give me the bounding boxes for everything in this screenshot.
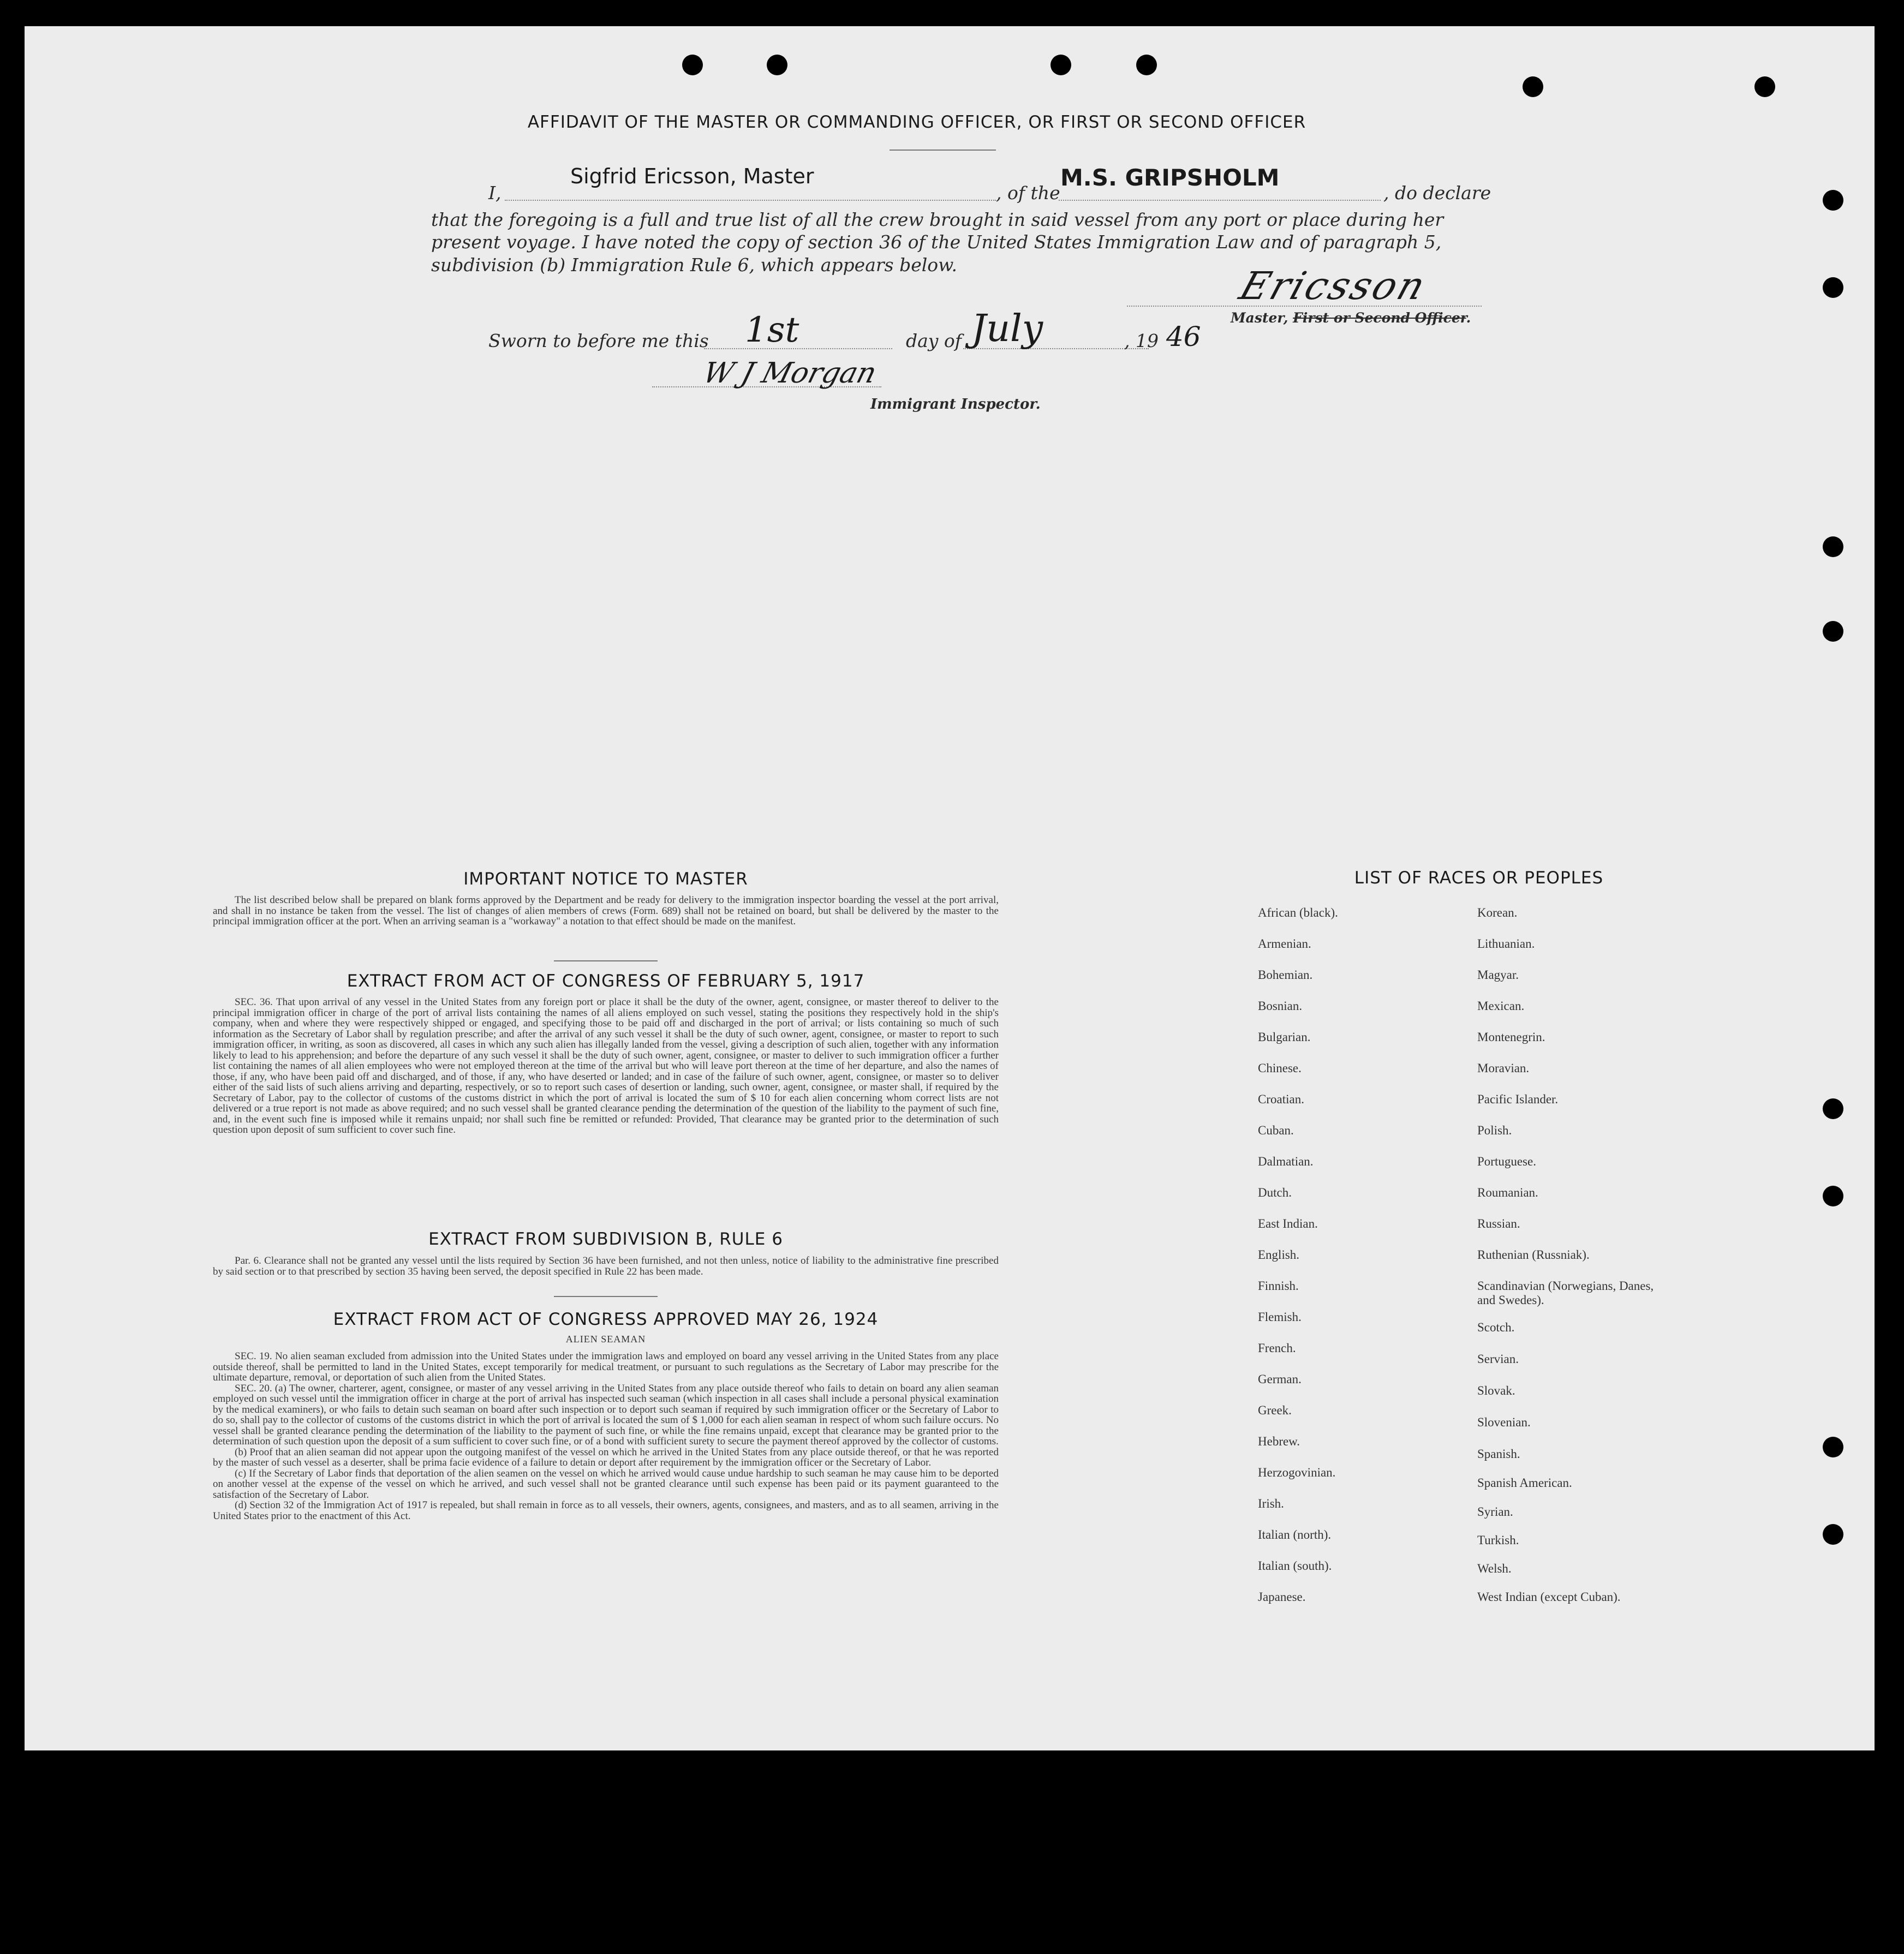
master-name-line [505,200,996,201]
punch-hole [1754,76,1775,97]
master-name-value: Sigfrid Ericsson, Master [570,164,814,188]
do-declare-label: , do declare [1383,182,1491,204]
race-item: Cuban. [1258,1124,1294,1137]
race-item: Moravian. [1477,1061,1530,1075]
punch-hole [1823,1437,1843,1457]
extract-1917-title: EXTRACT FROM ACT OF CONGRESS OF FEBRUARY 5, 1917 [347,971,865,991]
extract-rule6-title: EXTRACT FROM SUBDIVISION B, RULE 6 [428,1229,783,1249]
race-item: Mexican. [1477,999,1525,1013]
extract-1924-para: (d) Section 32 of the Immigration Act of 1917 is repealed, but shall remain in force as to all vessels, their owners, agents, consignees, and masters, and as to all seamen, arriving in the United States prior to the enactment of this Act. [213,1499,999,1522]
notice-text: The list described below shall be prepared on blank forms approved by the Department and be ready for delivery to the immigration inspector boarding the vessel at the port arrival, and shall in no instance be taken from the vessel. The list of changes of alien members of crews (Form. 689) shall not be retained on board, but shall be delivered by the master to the principal immigration officer at the port. When an arriving seaman is a "workaway" a notation to that effect should be made on the manifest. [213,894,999,927]
race-item: Hebrew. [1258,1435,1300,1448]
extract-1924-subtitle: ALIEN SEAMAN [565,1334,646,1345]
extract-1924-body [213,1351,999,1640]
sworn-month-value: July [971,307,1043,350]
race-item: Spanish. [1477,1447,1520,1461]
vessel-name-value: M.S. GRIPSHOLM [1060,164,1280,191]
race-item: Ruthenian (Russniak). [1477,1248,1590,1262]
sworn-day-value: 1st [745,310,799,350]
vessel-line [1059,200,1381,201]
declaration-line-1: that the foregoing is a full and true list of all the crew brought in said vessel from any port or place during her [431,209,1444,230]
race-item: Polish. [1477,1124,1512,1137]
race-item: French. [1258,1341,1296,1355]
race-item: Croatian. [1258,1092,1304,1106]
signer-role-prefix: Master, [1231,310,1293,326]
race-item: Turkish. [1477,1533,1519,1547]
race-item: Herzogovinian. [1258,1466,1336,1479]
race-item: Bulgarian. [1258,1030,1311,1044]
race-item: Italian (south). [1258,1559,1332,1573]
race-item: Finnish. [1258,1279,1299,1293]
race-item: Irish. [1258,1497,1284,1510]
rule6-rule [554,1296,658,1297]
punch-hole [1823,1098,1843,1119]
year-suffix: 46 [1166,321,1201,352]
signer-role-suffix: . [1466,310,1471,326]
punch-hole [1823,1524,1843,1545]
sworn-label: Sworn to before me this [488,330,709,351]
race-item: Syrian. [1477,1505,1513,1519]
race-item: Japanese. [1258,1590,1306,1604]
race-item: Armenian. [1258,937,1311,951]
race-item: Italian (north). [1258,1528,1332,1541]
punch-hole [1823,277,1843,298]
year-prefix: , 19 [1124,330,1159,351]
race-item: Montenegrin. [1477,1030,1545,1044]
extract-1924-para: SEC. 19. No alien seaman excluded from admission into the United States under the immigration laws and employed on board any vessel arriving in the United States from any place outside thereof, shall be permitted to land in the United States, except temporarily for medical treatment, or pursuant to such regulations as the Secretary of Labor may prescribe for the ultimate departure, removal, or deportation of such alien from the United States. [213,1351,999,1383]
extract-1924-title: EXTRACT FROM ACT OF CONGRESS APPROVED MAY 26, 1924 [333,1310,879,1329]
race-item: Scandinavian (Norwegians, Danes, and Swedes). [1477,1279,1654,1307]
race-item: Chinese. [1258,1061,1302,1075]
punch-hole [682,55,703,75]
inspector-label: Immigrant Inspector. [870,396,1041,413]
i-label: I, [488,182,502,204]
race-item: Dutch. [1258,1186,1292,1199]
race-item: Bosnian. [1258,999,1303,1013]
master-signature: Ericsson [1234,264,1433,308]
document-page [25,26,1875,1750]
declaration-line-2: present voyage. I have noted the copy of section 36 of the United States Immigration Law and of paragraph 5, [431,231,1442,253]
extract-1924-para: SEC. 20. (a) The owner, charterer, agent, consignee, or master of any vessel arriving in the United States from any place outside thereof who fails to detain on board any alien seaman employed on such vessel until the immigration officer in charge at the port of arrival has inspected such seaman (which inspection in all cases shall include a personal physical examination by the medical examiners), or who fails to detain such seaman on board after such inspection or to deport such seaman if required by such immigration officer or the Secretary of Labor to do so, shall pay to the collector of customs of the customs district in which the port of arrival is located the sum of $ 1,000 for each alien seaman in respect of whom such failure occurs. No vessel shall be granted clearance pending the determination of the liability to the payment of such fine, or while the fine remains unpaid, except that clearance may be granted prior to the determination of such question upon the deposit of a sum sufficient to cover such fine, or of a bond with sufficient surety to secure the payment thereof approved by the collector of customs. [213,1382,999,1447]
punch-hole [1823,1186,1843,1206]
race-item: Russian. [1477,1217,1520,1230]
race-item: Korean. [1477,906,1518,919]
race-item: Greek. [1258,1403,1292,1417]
punch-hole [1823,536,1843,557]
punch-hole [1823,190,1843,211]
race-item: Roumanian. [1477,1186,1538,1199]
race-item: Slovenian. [1477,1415,1531,1429]
extract-1917-body [213,997,999,1210]
race-item: African (black). [1258,906,1338,919]
race-item: English. [1258,1248,1300,1262]
race-item: German. [1258,1372,1302,1386]
race-item: Pacific Islander. [1477,1092,1559,1106]
race-item: Welsh. [1477,1562,1512,1575]
punch-hole [1136,55,1157,75]
punch-hole [1523,76,1543,97]
race-item: Scotch. [1477,1320,1515,1334]
extract-1924-para: (c) If the Secretary of Labor finds that deportation of the alien seamen on the vessel on which he arrived would cause undue hardship to such seaman he may cause him to be deported on another vessel at the expense of the vessel on which he arrived, and such vessel shall not be granted clearance until such expense has been paid or its payment guaranteed to the satisfaction of the Secretary of Labor. [213,1467,999,1501]
race-item: Lithuanian. [1477,937,1535,951]
of-the-label: , of the [996,182,1060,204]
punch-hole [1823,621,1843,642]
race-item: Servian. [1477,1352,1519,1366]
affidavit-title: AFFIDAVIT OF THE MASTER OR COMMANDING OFFICER, OR FIRST OR SECOND OFFICER [527,112,1306,132]
day-of-label: day of [906,330,962,351]
signer-role [1231,310,1471,326]
declaration-line-3: subdivision (b) Immigration Rule 6, which appears below. [431,254,957,276]
notice-body [213,895,999,947]
extract-1917-text: SEC. 36. That upon arrival of any vessel in the United States from any foreign port or place it shall be the duty of the owner, agent, consignee, or master thereof to deliver to the principal immigration officer in charge of the port of arrival lists containing the names of all aliens employed on such vessel, stating the positions they respectively hold in the ship's company, when and where they were respectively shipped or engaged, and specifying those to be paid off and discharged in the port of arrival; or lists containing so much of such information as the Secretary of Labor shall by regulation prescribe; and after the arrival of any such vessel it shall be the duty of such owner, agent, consignee, or master to report to such immigration officer, in writing, as soon as discovered, all cases in which any such alien has illegally landed from the vessel, giving a description of such alien, together with any information likely to lead to his apprehension; and before the departure of any such vessel it shall be the duty of such owner, agent, consignee, or master to deliver to such immigration officer a further list containing the names of all alien employees who were not employed thereon at the time of the arrival but who will leave port thereon at the time of her departure, and also the names of those, if any, who have been paid off and discharged, and of those, if any, who have deserted or landed; and in case of the failure of such owner, agent, consignee, or master so to deliver either of the said lists of such aliens arriving and departing, respectively, or so to report such cases of desertion or landing, such owner, agent, consignee, or master shall, if required by the Secretary of Labor, pay to the collector of customs of the customs district in which the port of arrival is located the sum of $ 10 for each alien concerning whom correct lists are not delivered or a true report is not made as above required; and no such vessel shall be granted clearance pending the determination of the question of the liability to the payment of such fine, and, in the event such fine is imposed while it remains unpaid; nor shall such fine be remitted or refunded: Provided, That clearance may be granted prior to the determination of such question upon deposit of sum sufficient to cover such fine. [213,996,999,1136]
race-item: Slovak. [1477,1384,1515,1397]
punch-hole [767,55,787,75]
extract-1924-para: (b) Proof that an alien seaman did not appear upon the outgoing manifest of the vessel on which he arrived in the United States from any place outside thereof, or that he was reported by the master of such vessel as a deserter, shall be prima facie evidence of a failure to detain or deport after requirement by the immigration officer or the Secretary of Labor. [213,1446,999,1468]
races-list [1258,906,1749,1637]
race-item: Flemish. [1258,1310,1302,1324]
race-item: Spanish American. [1477,1476,1572,1490]
race-item: Magyar. [1477,968,1519,982]
signer-role-struck: First or Second Officer [1293,310,1466,326]
inspector-signature: W J Morgan [699,357,880,390]
notice-title: IMPORTANT NOTICE TO MASTER [463,869,748,889]
extract-rule6-text: Par. 6. Clearance shall not be granted any vessel until the lists required by Section 36 have been furnished, and not then unless, notice of liability to the administrative fine prescribed by said section or to that prescribed by section 35 having been served, the deposit specified in Rule 22 has been made. [213,1255,999,1277]
race-item: West Indian (except Cuban). [1477,1590,1621,1604]
title-rule [890,150,996,151]
notice-rule [554,960,658,961]
races-title: LIST OF RACES OR PEOPLES [1354,868,1604,888]
race-item: Bohemian. [1258,968,1313,982]
extract-rule6-body [213,1256,999,1288]
race-item: East Indian. [1258,1217,1318,1230]
punch-hole [1051,55,1071,75]
race-item: Dalmatian. [1258,1155,1314,1168]
race-item: Portuguese. [1477,1155,1536,1168]
